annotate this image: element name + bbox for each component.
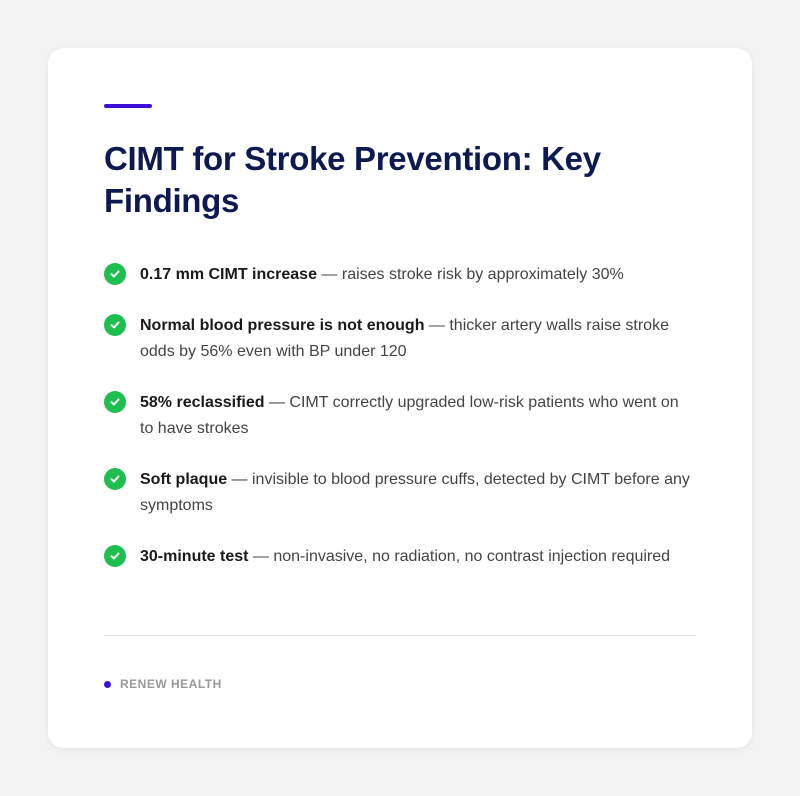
brand-footer [104, 677, 222, 691]
finding-bold: 0.17 mm CIMT increase [140, 266, 317, 283]
finding-item [104, 544, 696, 570]
brand-dot-icon [104, 681, 111, 688]
finding-detail: — invisible to blood pressure cuffs, detected by CIMT before any symptoms [140, 471, 690, 514]
finding-detail: — raises stroke risk by approximately 30% [316, 266, 624, 283]
check-circle-icon [104, 263, 126, 285]
check-circle-icon [104, 391, 126, 413]
finding-text [140, 313, 696, 365]
finding-bold: 30-minute test [140, 548, 249, 565]
brand-label: RENEW HEALTH [120, 677, 222, 691]
findings-card [48, 48, 752, 748]
finding-bold: Normal blood pressure is not enough [140, 317, 425, 334]
divider [104, 635, 696, 636]
finding-detail: — thicker artery walls raise stroke odds by 56% even with BP under 120 [140, 317, 669, 360]
finding-text [140, 544, 670, 570]
finding-detail: — CIMT correctly upgraded low-risk patients who went on to have strokes [140, 394, 679, 437]
finding-text [140, 467, 696, 519]
finding-bold: 58% reclassified [140, 394, 265, 411]
finding-text [140, 390, 696, 442]
check-circle-icon [104, 545, 126, 567]
finding-item [104, 313, 696, 365]
findings-list [104, 262, 696, 595]
finding-detail: — non-invasive, no radiation, no contrast injection required [248, 548, 671, 565]
finding-item [104, 390, 696, 442]
finding-item [104, 262, 696, 288]
check-circle-icon [104, 468, 126, 490]
finding-item [104, 467, 696, 519]
accent-bar [104, 104, 152, 108]
finding-bold: Soft plaque [140, 471, 228, 488]
check-circle-icon [104, 314, 126, 336]
card-title: CIMT for Stroke Prevention: Key Findings [104, 140, 601, 219]
finding-text [140, 262, 624, 288]
